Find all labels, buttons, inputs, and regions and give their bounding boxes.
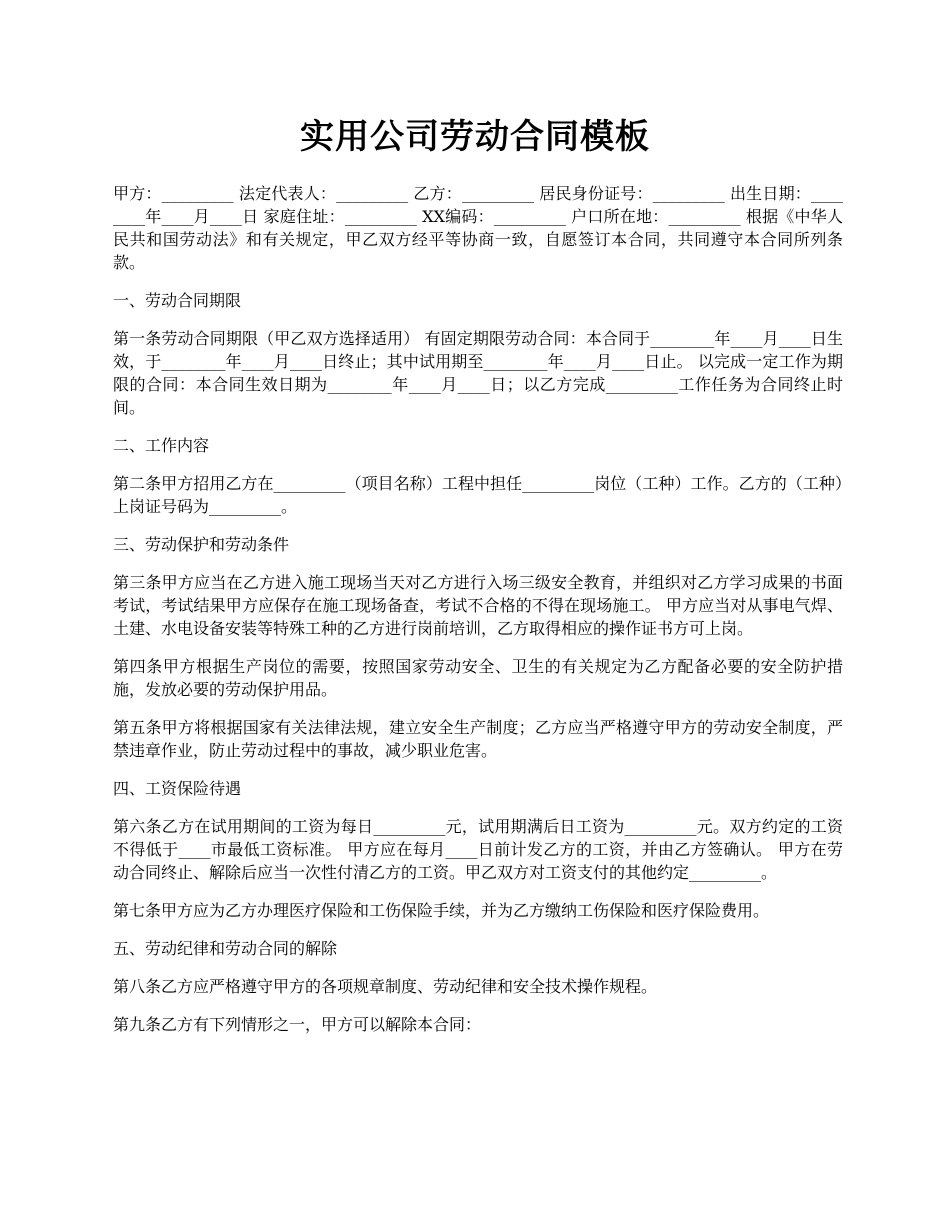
- article-1: 第一条劳动合同期限（甲乙双方选择适用） 有固定期限劳动合同：本合同于________年____月____日生效，于________年____月____日终止；其中试用期至________年____月____日止。 以完成一定工作为期限的合同：本合同生效日期为________年____月____日；以乙方完成_________工作任务为合同终止时间。: [113, 329, 843, 417]
- article-7: 第七条甲方应为乙方办理医疗保险和工伤保险手续，并为乙方缴纳工伤保险和医疗保险费用。: [113, 901, 770, 920]
- document-title: 实用公司劳动合同模板: [300, 117, 650, 157]
- article-4: 第四条甲方根据生产岗位的需要，按照国家劳动安全、卫生的有关规定为乙方配备必要的安全防护措施，发放必要的劳动保护用品。: [113, 657, 843, 699]
- parties-paragraph: 甲方：_________ 法定代表人：_________ 乙方：_________ 居民身份证号：_________ 出生日期：________年____月____日 家庭住址：_________ XX编码：_________ 户口所在地：_________ 根据《中华人民共和国劳动法》和有关规定，甲乙双方经平等协商一致，自愿签订本合同，共同遵守本合同所列条款。: [113, 184, 843, 272]
- section-heading-4: 四、工资保险待遇: [113, 779, 242, 798]
- document-body: [113, 182, 843, 1051]
- section-heading-5: 五、劳动纪律和劳动合同的解除: [113, 939, 338, 958]
- article-5: 第五条甲方将根据国家有关法律法规，建立安全生产制度；乙方应当严格遵守甲方的劳动安全制度，严禁违章作业，防止劳动过程中的事故，减少职业危害。: [113, 718, 843, 760]
- article-6: 第六条乙方在试用期间的工资为每日_________元，试用期满后日工资为_________元。双方约定的工资不得低于____市最低工资标准。 甲方应在每月____日前计发乙方的工资，并由乙方签确认。 甲方在劳动合同终止、解除后应当一次性付清乙方的工资。甲乙双方对工资支付的其他约定_________。: [113, 817, 843, 882]
- section-heading-3: 三、劳动保护和劳动条件: [113, 535, 290, 554]
- article-3: 第三条甲方应当在乙方进入施工现场当天对乙方进行入场三级安全教育，并组织对乙方学习成果的书面考试，考试结果甲方应保存在施工现场备查，考试不合格的不得在现场施工。 甲方应当对从事电气焊、土建、水电设备安装等特殊工种的乙方进行岗前培训，乙方取得相应的操作证书方可上岗。: [113, 573, 843, 638]
- section-heading-1: 一、劳动合同期限: [113, 291, 242, 310]
- article-2: 第二条甲方招用乙方在_________（项目名称）工程中担任_________岗位（工种）工作。乙方的（工种）上岗证号码为_________。: [113, 474, 843, 516]
- article-9: 第九条乙方有下列情形之一，甲方可以解除本合同：: [113, 1015, 482, 1034]
- section-heading-2: 二、工作内容: [113, 436, 210, 455]
- article-8: 第八条乙方应严格遵守甲方的各项规章制度、劳动纪律和安全技术操作规程。: [113, 977, 658, 996]
